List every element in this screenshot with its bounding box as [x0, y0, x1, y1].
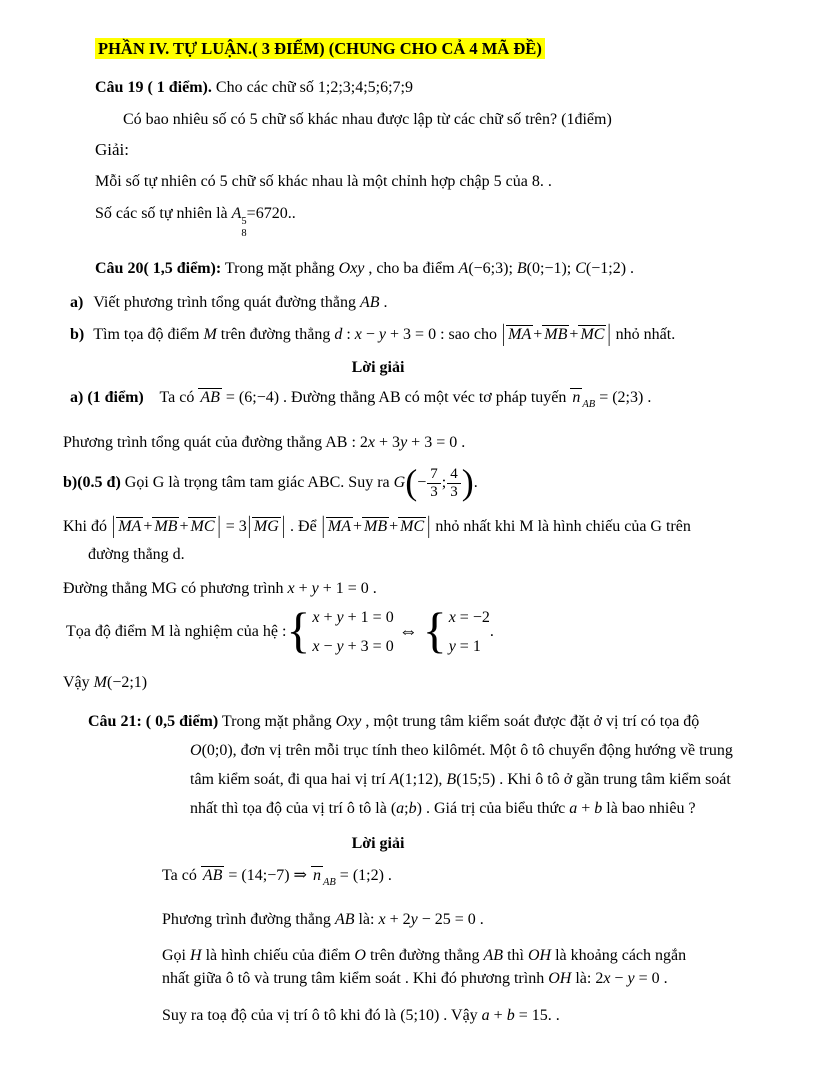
oxy-symbol: Oxy	[338, 260, 365, 278]
iff-symbol: ⇔	[398, 621, 418, 643]
q19-intro: Cho các chữ số 1;2;3;4;5;6;7;9	[211, 79, 413, 96]
q20-solution-b-line-3: đường thẳng d.	[88, 546, 185, 564]
vector-n: n	[572, 389, 581, 407]
mg-equation: x + y + 1 = 0	[287, 580, 369, 598]
q20-points: A(−6;3); B(0;−1); C(−1;2)	[458, 260, 627, 278]
q21-heading-line-2: O(0;0), đơn vị trên mỗi trục tính theo kilômét. Một ô tô chuyển động hướng về trung	[190, 742, 733, 760]
q21-solution-line-1: Ta có AB = (14;−7) ⇒ n $_{AB}$ = (1;2) .	[162, 867, 392, 889]
vector-MA: MA	[508, 326, 532, 344]
oh-line-equation: 2x − y = 0	[595, 970, 660, 988]
ab-general-equation: 2x + 3y + 3 = 0	[359, 434, 458, 452]
q19-solution-line-1: Mỗi số tự nhiên có 5 chữ số khác nhau là một chỉnh hợp chập 5 của 8. .	[95, 173, 552, 190]
q20-solution-a-line-2: Phương trình tổng quát của đường thẳng AB : 2x + 3y + 3 = 0 .	[63, 434, 466, 452]
q21-solution-line-2: Phương trình đường thẳng AB là: x + 2y − 25 = 0 .	[162, 911, 484, 929]
q19-solution-label: Giải:	[95, 140, 129, 159]
q19-title: Câu 19 ( 1 điểm).	[95, 79, 212, 96]
q21-heading-line-1: Câu 21: ( 0,5 điểm) Trong mặt phẳng Oxy , một trung tâm kiểm soát được đặt ở vị trí có tọa độ	[88, 713, 700, 731]
fraction-4-3: $\frac{4}{3}$	[447, 466, 461, 501]
point-M-result: M(−2;1)	[93, 674, 148, 692]
q21-title: Câu 21: ( 0,5 điểm)	[88, 713, 219, 731]
q20-mg-equation-line: Đường thẳng MG có phương trình x + y + 1 = 0 .	[63, 580, 377, 598]
section-header-row	[95, 36, 816, 63]
points-A-B: A(1;12), B(15;5)	[389, 771, 496, 789]
equation-system-1: { x + y + 1 = 0 x − y + 3 = 0	[286, 602, 394, 659]
origin-O: O(0;0)	[190, 742, 233, 760]
vector-AB: AB	[200, 389, 220, 407]
item-b-label: b)	[70, 326, 85, 344]
vector-MB: MB	[544, 326, 568, 344]
q21-conclusion: Suy ra toạ độ của vị trí ô tô khi đó là (5;10) . Vậy a + b = 15. .	[162, 1007, 560, 1025]
vector-AB: AB	[202, 867, 223, 885]
a-plus-b-result: a + b = 15	[481, 1007, 548, 1025]
vector-MC: MC	[580, 326, 605, 344]
q21-solution-heading: Lời giải	[351, 835, 405, 853]
point-G: G	[393, 473, 406, 491]
section-header-highlight: PHẦN IV. TỰ LUẬN.( 3 ĐIỂM) (CHUNG CHO CẢ 4 MÃ ĐỀ)	[95, 38, 545, 59]
q21-heading-line-3: tâm kiểm soát, đi qua hai vị trí A(1;12), B(15;5) . Khi ô tô ở gần trung tâm kiểm soát	[190, 771, 731, 789]
q21-heading-line-4: nhất thì tọa độ của vị trí ô tô là (a;b) . Giá trị của biểu thức a + b là bao nhiêu ?	[190, 800, 696, 818]
q20-solution-a-line-1: a) (1 điểm) Ta có AB = (6;−4) . Đường thẳng AB có một véc tơ pháp tuyến n $_{AB}$ = (2;3) .	[70, 389, 652, 411]
q19-heading	[95, 75, 816, 101]
q20-heading: Câu 20( 1,5 điểm): Trong mặt phẳng Oxy , cho ba điểm A(−6;3); B(0;−1); C(−1;2) .	[95, 260, 635, 278]
q21-solution-line-3: Gọi H là hình chiếu của điểm O trên đường thẳng AB thì OH là khoảng cách ngắn	[162, 947, 687, 965]
vector-MG: MG	[253, 518, 279, 536]
q20-solution-b-line-1: b)(0.5 đ) Gọi G là trọng tâm tam giác ABC. Suy ra G(− $\frac{7}{3}$ ; $\frac{4}{3}$ ).	[63, 462, 478, 503]
q19-solution-line-2: Số các số tự nhiên là A 5 8 =6720..	[95, 205, 296, 240]
fraction-7-3: $\frac{7}{3}$	[427, 466, 441, 501]
q20-item-b: b) Tìm tọa độ điểm M trên đường thẳng d : x − y + 3 = 0 : sao cho | MA + MB + MC | nhỏ nhất.	[70, 321, 676, 348]
q20-solution-b-line-2: Khi đó | MA + MB + MC | = 3| MG | . Để | MA + MB + MC | nhỏ nhất khi M là hình chiếu của G trên	[63, 513, 691, 540]
q20-system-line: Tọa độ điểm M là nghiệm của hệ : { x + y + 1 = 0 x − y + 3 = 0 ⇔ { x = −2 y = 1 .	[66, 602, 494, 659]
ab-line-equation: x + 2y − 25 = 0	[378, 911, 476, 929]
item-a-label: a)	[70, 294, 84, 312]
q21-solution-line-4: nhất giữa ô tô và trung tâm kiểm soát . Khi đó phương trình OH là: 2x − y = 0 .	[162, 970, 668, 988]
q20-solution-heading: Lời giải	[351, 359, 405, 377]
q20-conclusion: Vậy M(−2;1)	[63, 674, 148, 692]
q19-question: Có bao nhiêu số có 5 chữ số khác nhau được lập từ các chữ số trên? (1điểm)	[123, 111, 612, 128]
vector-n: n	[312, 867, 321, 885]
q20-title: Câu 20( 1,5 điểm):	[95, 260, 222, 278]
symbol-A: A	[231, 205, 242, 222]
document-page	[0, 36, 816, 1092]
equation-system-2: { x = −2 y = 1	[422, 602, 490, 659]
a-super-sub-scripts: 5 8	[241, 216, 247, 240]
q20-item-a: a) Viết phương trình tổng quát đường thẳng AB .	[70, 294, 388, 312]
line-d-equation: d : x − y + 3 = 0	[334, 326, 437, 344]
